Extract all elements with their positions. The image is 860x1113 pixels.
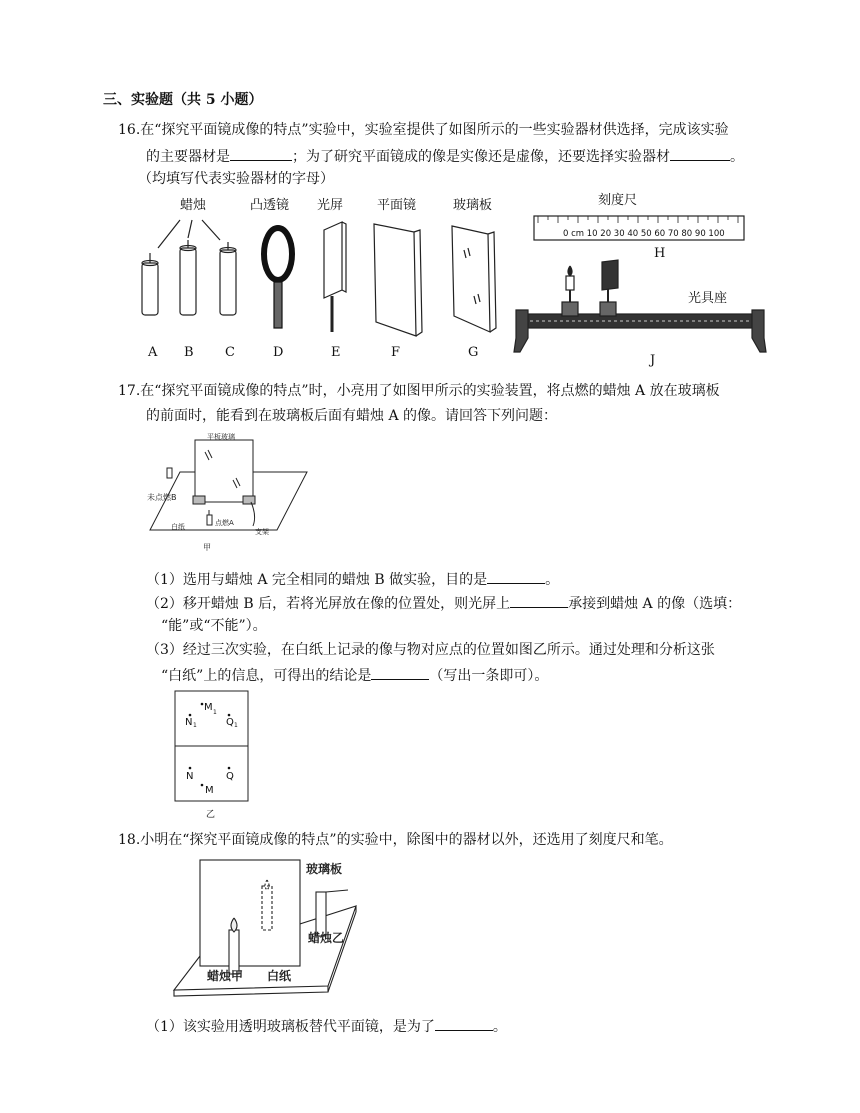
q17-part1 — [146, 569, 559, 589]
point-m: M — [205, 785, 214, 796]
q17-line1 — [118, 382, 720, 400]
q16-number: 16. — [118, 122, 141, 138]
q18-part1 — [146, 1016, 507, 1036]
point-m1-sub: 1 — [213, 709, 217, 716]
letter-c: C — [225, 345, 235, 360]
label-convex-lens: 凸透镜 — [250, 198, 290, 213]
label-bench: 光具座 — [688, 291, 728, 306]
letter-j: J — [650, 353, 656, 368]
q17-number: 17. — [118, 383, 141, 399]
letter-g: G — [468, 345, 479, 360]
letter-f: F — [391, 345, 401, 360]
q16-text2c: 。 — [730, 149, 744, 165]
q17-part3: （3）经过三次实验，在白纸上记录的像与物对应点的位置如图乙所示。通过处理和分析这张 — [146, 642, 715, 658]
letter-h: H — [654, 246, 666, 261]
candle-a-icon — [142, 253, 158, 315]
fig18-candle-jia: 蜡烛甲 — [207, 969, 244, 983]
label-candle: 蜡烛 — [180, 198, 207, 213]
q16-blank1[interactable] — [230, 146, 292, 161]
q17-p3b: “白纸”上的信息，可得出的结论是 — [161, 668, 372, 684]
convex-lens-icon — [264, 228, 292, 328]
fig-jia-candle-b: 未点燃B — [147, 493, 177, 502]
point-q1: Q — [226, 717, 234, 728]
letter-b: B — [184, 345, 194, 360]
label-mirror: 平面镜 — [377, 198, 417, 213]
q16-text1: 在“探究平面镜成像的特点”实验中，实验室提供了如图所示的一些实验器材供选择，完成该实验 — [140, 122, 729, 138]
q16-line1 — [118, 121, 729, 139]
q18-line1 — [118, 831, 673, 849]
letter-a: A — [148, 345, 158, 360]
light-screen-icon — [324, 222, 346, 332]
point-q1-sub: 1 — [234, 722, 238, 729]
fig18-glass: 玻璃板 — [306, 862, 343, 876]
q17-p2b: 承接到蜡烛 A 的像（选填： — [568, 596, 742, 612]
candle-pointer-a — [158, 220, 180, 248]
fig-yi-caption: 乙 — [206, 810, 216, 820]
q16-text2b: ；为了研究平面镜成的像是实像还是虚像，还要选择实验器材 — [292, 149, 670, 165]
fig-jia-paper: 白纸 — [171, 523, 185, 531]
letter-d: D — [273, 345, 284, 360]
q17-part2-cont: “能”或“不能”）。 — [161, 618, 267, 634]
label-glass: 玻璃板 — [453, 198, 493, 213]
section-title: 三、实验题（共 5 小题） — [103, 92, 263, 108]
fig18-paper: 白纸 — [267, 969, 292, 983]
q16-blank2[interactable] — [670, 146, 730, 161]
q17-p1b: 。 — [545, 572, 560, 588]
optical-bench-icon — [514, 260, 766, 352]
q17-blank2[interactable] — [510, 593, 568, 608]
figure-yi — [174, 690, 250, 822]
q18-number: 18. — [118, 832, 141, 848]
point-q: Q — [226, 771, 234, 782]
figure-jia — [145, 430, 315, 555]
label-ruler: 刻度尺 — [598, 193, 638, 208]
q17-line2: 的前面时，能看到在玻璃板后面有蜡烛 A 的像。请回答下列问题： — [146, 408, 558, 424]
q18-text1: 小明在“探究平面镜成像的特点”的实验中，除图中的器材以外，还选用了刻度尺和笔。 — [140, 832, 673, 848]
label-screen: 光屏 — [317, 198, 344, 213]
plane-mirror-icon — [374, 224, 422, 336]
letter-e: E — [331, 345, 341, 360]
q18-p1b: 。 — [492, 1019, 507, 1035]
q17-p3c: （写出一条即可）。 — [429, 668, 549, 684]
q17-part3-cont — [161, 665, 548, 685]
q17-part2 — [146, 593, 741, 613]
fig-jia-candle-a: 点燃A — [215, 519, 234, 527]
candle-c-icon — [220, 242, 236, 315]
q16-line2 — [146, 146, 744, 166]
q17-p1a: （1）选用与蜡烛 A 完全相同的蜡烛 B 做实验，目的是 — [146, 572, 488, 588]
q17-blank1[interactable] — [487, 569, 545, 584]
point-n1-sub: 1 — [193, 722, 197, 729]
q18-p1a: （1）该实验用透明玻璃板替代平面镜，是为了 — [146, 1019, 435, 1035]
point-n1: N — [185, 717, 193, 728]
point-m1: M — [204, 702, 213, 713]
point-n: N — [186, 771, 194, 782]
q16-text2a: 的主要器材是 — [146, 149, 230, 165]
fig-jia-caption: 甲 — [203, 543, 211, 552]
figure-q18 — [170, 856, 360, 1001]
q17-text1: 在“探究平面镜成像的特点”时，小亮用了如图甲所示的实验装置，将点燃的蜡烛 A 放在玻璃板 — [140, 383, 720, 399]
q17-p2a: （2）移开蜡烛 B 后，若将光屏放在像的位置处，则光屏上 — [146, 596, 511, 612]
ruler-scale: 0 cm 10 20 30 40 50 60 70 80 90 100 — [563, 229, 725, 239]
q16-line3: （均填写代表实验器材的字母） — [138, 171, 334, 187]
q17-blank3[interactable] — [371, 665, 429, 680]
q18-blank1[interactable] — [435, 1016, 493, 1031]
candle-b-icon — [180, 240, 196, 315]
glass-plate-icon — [452, 226, 496, 332]
fig18-candle-yi: 蜡烛乙 — [308, 931, 345, 945]
fig-jia-stand: 支架 — [255, 528, 269, 536]
fig-jia-glass: 平板玻璃 — [207, 433, 235, 441]
